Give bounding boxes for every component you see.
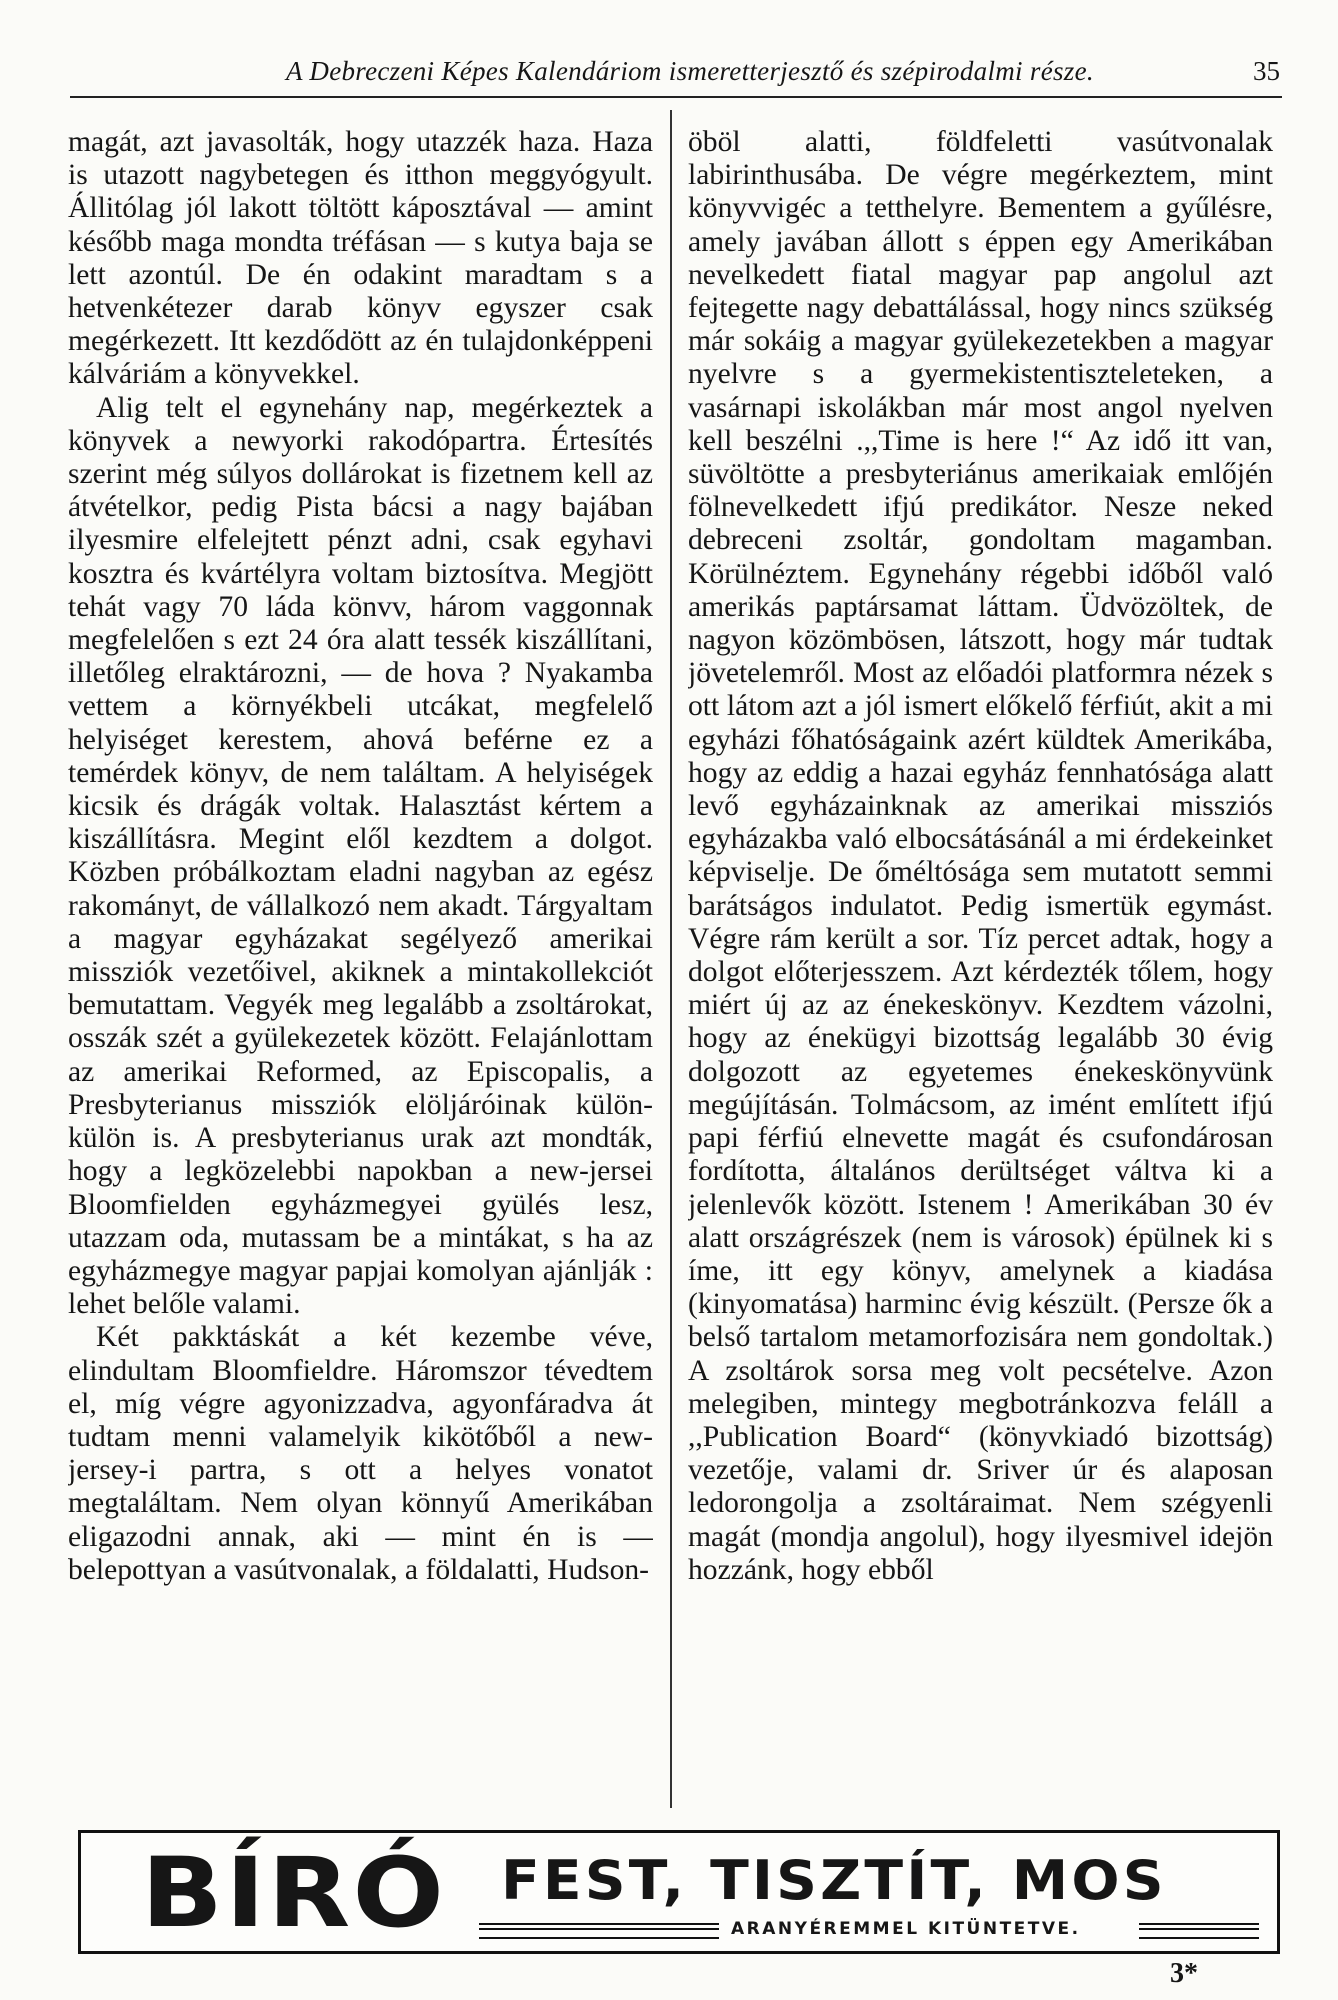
right-column bbox=[688, 126, 1273, 1892]
ad-subline-row bbox=[479, 1917, 1259, 1941]
left-column bbox=[68, 126, 653, 1892]
header-rule bbox=[70, 96, 1282, 98]
header-title: A Debreczeni Képes Kalendáriom ismeretterjesztő és szépirodalmi része. bbox=[286, 56, 1094, 86]
advertisement-box bbox=[78, 1830, 1280, 1954]
paragraph: öböl alatti, földfeletti vasútvonalak labirinthusába. De végre megérkeztem, mint könyvvigéc a tetthelyre. Bementem a gyűlésre, amely javában állott s éppen egy Amerikában nevelkedett fiatal magyar pap angolul azt fejtegette nagy debattálással, hogy nincs szükség már sokáig a magyar gyülekezetekben a magyar nyelvre s a gyermekistentiszteleteken, a vasárnapi iskolákban már most angol nyelven kell beszélni .,,Time is here !“ Az idő itt van, süvöltötte a presbyteriánus amerikaiak emlőjén fölnevelkedett ifjú predikátor. Nesze neked debreceni zsoltár, gondoltam magamban. Körülnéztem. Egynehány régebbi időből való amerikás paptársamat láttam. Üdvözöltek, de nagyon közömbösen, látszott, hogy már tudtak jövetelemről. Most az előadói platformra nézek s ott látom azt a jól ismert előkelő férfiút, akit a mi egyházi főhatóságaink azért küldtek Amerikába, hogy az eddig a hazai egyház fennhatósága alatt levő egyházainknak az amerikai missziós egyházakba való elbocsátásánál a mi érdekeinket képviselje. De őméltósága sem mutatott semmi barátságos indulatot. Pedig ismertük egymást. Végre rám került a sor. Tíz percet adtak, hogy a dolgot előterjesszem. Azt kérdezték tőlem, hogy miért új az az énekeskönyv. Kezdtem vázolni, hogy az énekügyi bizottság legalább 30 évig dolgozott az egyetemes énekeskönyvünk megújításán. Tolmácsom, az imént említett ifjú papi férfiú elnevette magát és csufondárosan fordította, általános derültséget váltva ki a jelenlevők között. Istenem ! Amerikában 30 év alatt országrészek (nem is városok) épülnek ki s íme, itt egy könyv, amelynek a kiadása (kinyomatása) harminc évig készült. (Persze ők a belső tartalom metamorfozisára nem gondoltak.) A zsoltárok sorsa meg volt pecsételve. Azon melegiben, mintegy megbotránkozva feláll a ,,Publication Board“ (könyvkiadó bizottság) vezetője, valami dr. Sriver úr és alaposan ledorongolja a zsoltáraimat. Nem szégyenli magát (mondja angolul), hogy ilyesmivel idejön hozzánk, hogy ebből bbox=[688, 126, 1273, 1586]
paragraph: Két pakktáskát a két kezembe véve, elindultam Bloomfieldre. Háromszor tévedtem el, míg végre agyonizzadva, agyonfáradva át tudtam menni valamelyik kikötőből a new-jersey-i partra, s ott a helyes vonatot megtaláltam. Nem olyan könnyű Amerikában eligazodni annak, aki — mint én is — belepottyan a vasútvonalak, a földalatti, Hudson- bbox=[68, 1321, 653, 1586]
ad-decorative-lines bbox=[1139, 1923, 1259, 1939]
page-number: 35 bbox=[1253, 56, 1280, 86]
ad-brand-name: BÍRÓ bbox=[141, 1837, 447, 1949]
running-header bbox=[70, 56, 1280, 96]
signature-mark: 3* bbox=[1170, 1958, 1198, 1989]
paragraph: magát, azt javasolták, hogy utazzék haza. Haza is utazott nagybetegen és itthon meggyógyult. Állitólag jól lakott töltött káposztával — amint később maga mondta tréfásan — s kutya baja se lett azontúl. De én odakint maradtam s a hetvenkétezer darab könyv egyszer csak megérkezett. Itt kezdődött az én tulajdonképpeni kálváriám a könyvekkel. bbox=[68, 126, 653, 391]
ad-subline: ARANYÉREMMEL KITÜNTETVE. bbox=[731, 1919, 1081, 1939]
ad-decorative-lines bbox=[479, 1923, 719, 1939]
paragraph: Alig telt el egynehány nap, megérkeztek a könyvek a newyorki rakodópartra. Értesítés szerint még súlyos dollárokat is fizetnem kell az átvételkor, pedig Pista bácsi a nagy bajában ilyesmire elfelejtett pénzt adni, csak egyhavi kosztra és kvártélyra voltam biztosítva. Megjött tehát vagy 70 láda könvv, három vaggonnak megfelelően s ezt 24 óra alatt tessék kiszállítani, illetőleg elraktározni, — de hova ? Nyakamba vettem a környékbeli utcákat, megfelelő helyiséget kerestem, ahová beférne ez a temérdek könyv, de nem találtam. A helyiségek kicsik és drágák voltak. Halasztást kértem a kiszállításra. Megint elől kezdtem a dolgot. Közben próbálkoztam eladni nagyban az egész rakományt, de vállalkozó nem akadt. Tárgyaltam a magyar egyházakat segélyező amerikai missziók vezetőivel, akiknek a mintakollekciót bemutattam. Vegyék meg legalább a zsoltárokat, osszák szét a gyülekezetek között. Felajánlottam az amerikai Reformed, az Episcopalis, a Presbyterianus missziók elöljáróinak külön-külön is. A presbyterianus urak azt mondták, hogy a legközelebbi napokban a new-jersei Bloomfielden egyházmegyei gyülés lesz, utazzam oda, mutassam be a mintákat, s ha az egyházmegye magyar papjai komolyan ajánlják : lehet belőle valami. bbox=[68, 391, 653, 1321]
column-divider bbox=[670, 110, 672, 1808]
ad-slogan: FEST, TISZTÍT, MOS bbox=[501, 1849, 1167, 1912]
